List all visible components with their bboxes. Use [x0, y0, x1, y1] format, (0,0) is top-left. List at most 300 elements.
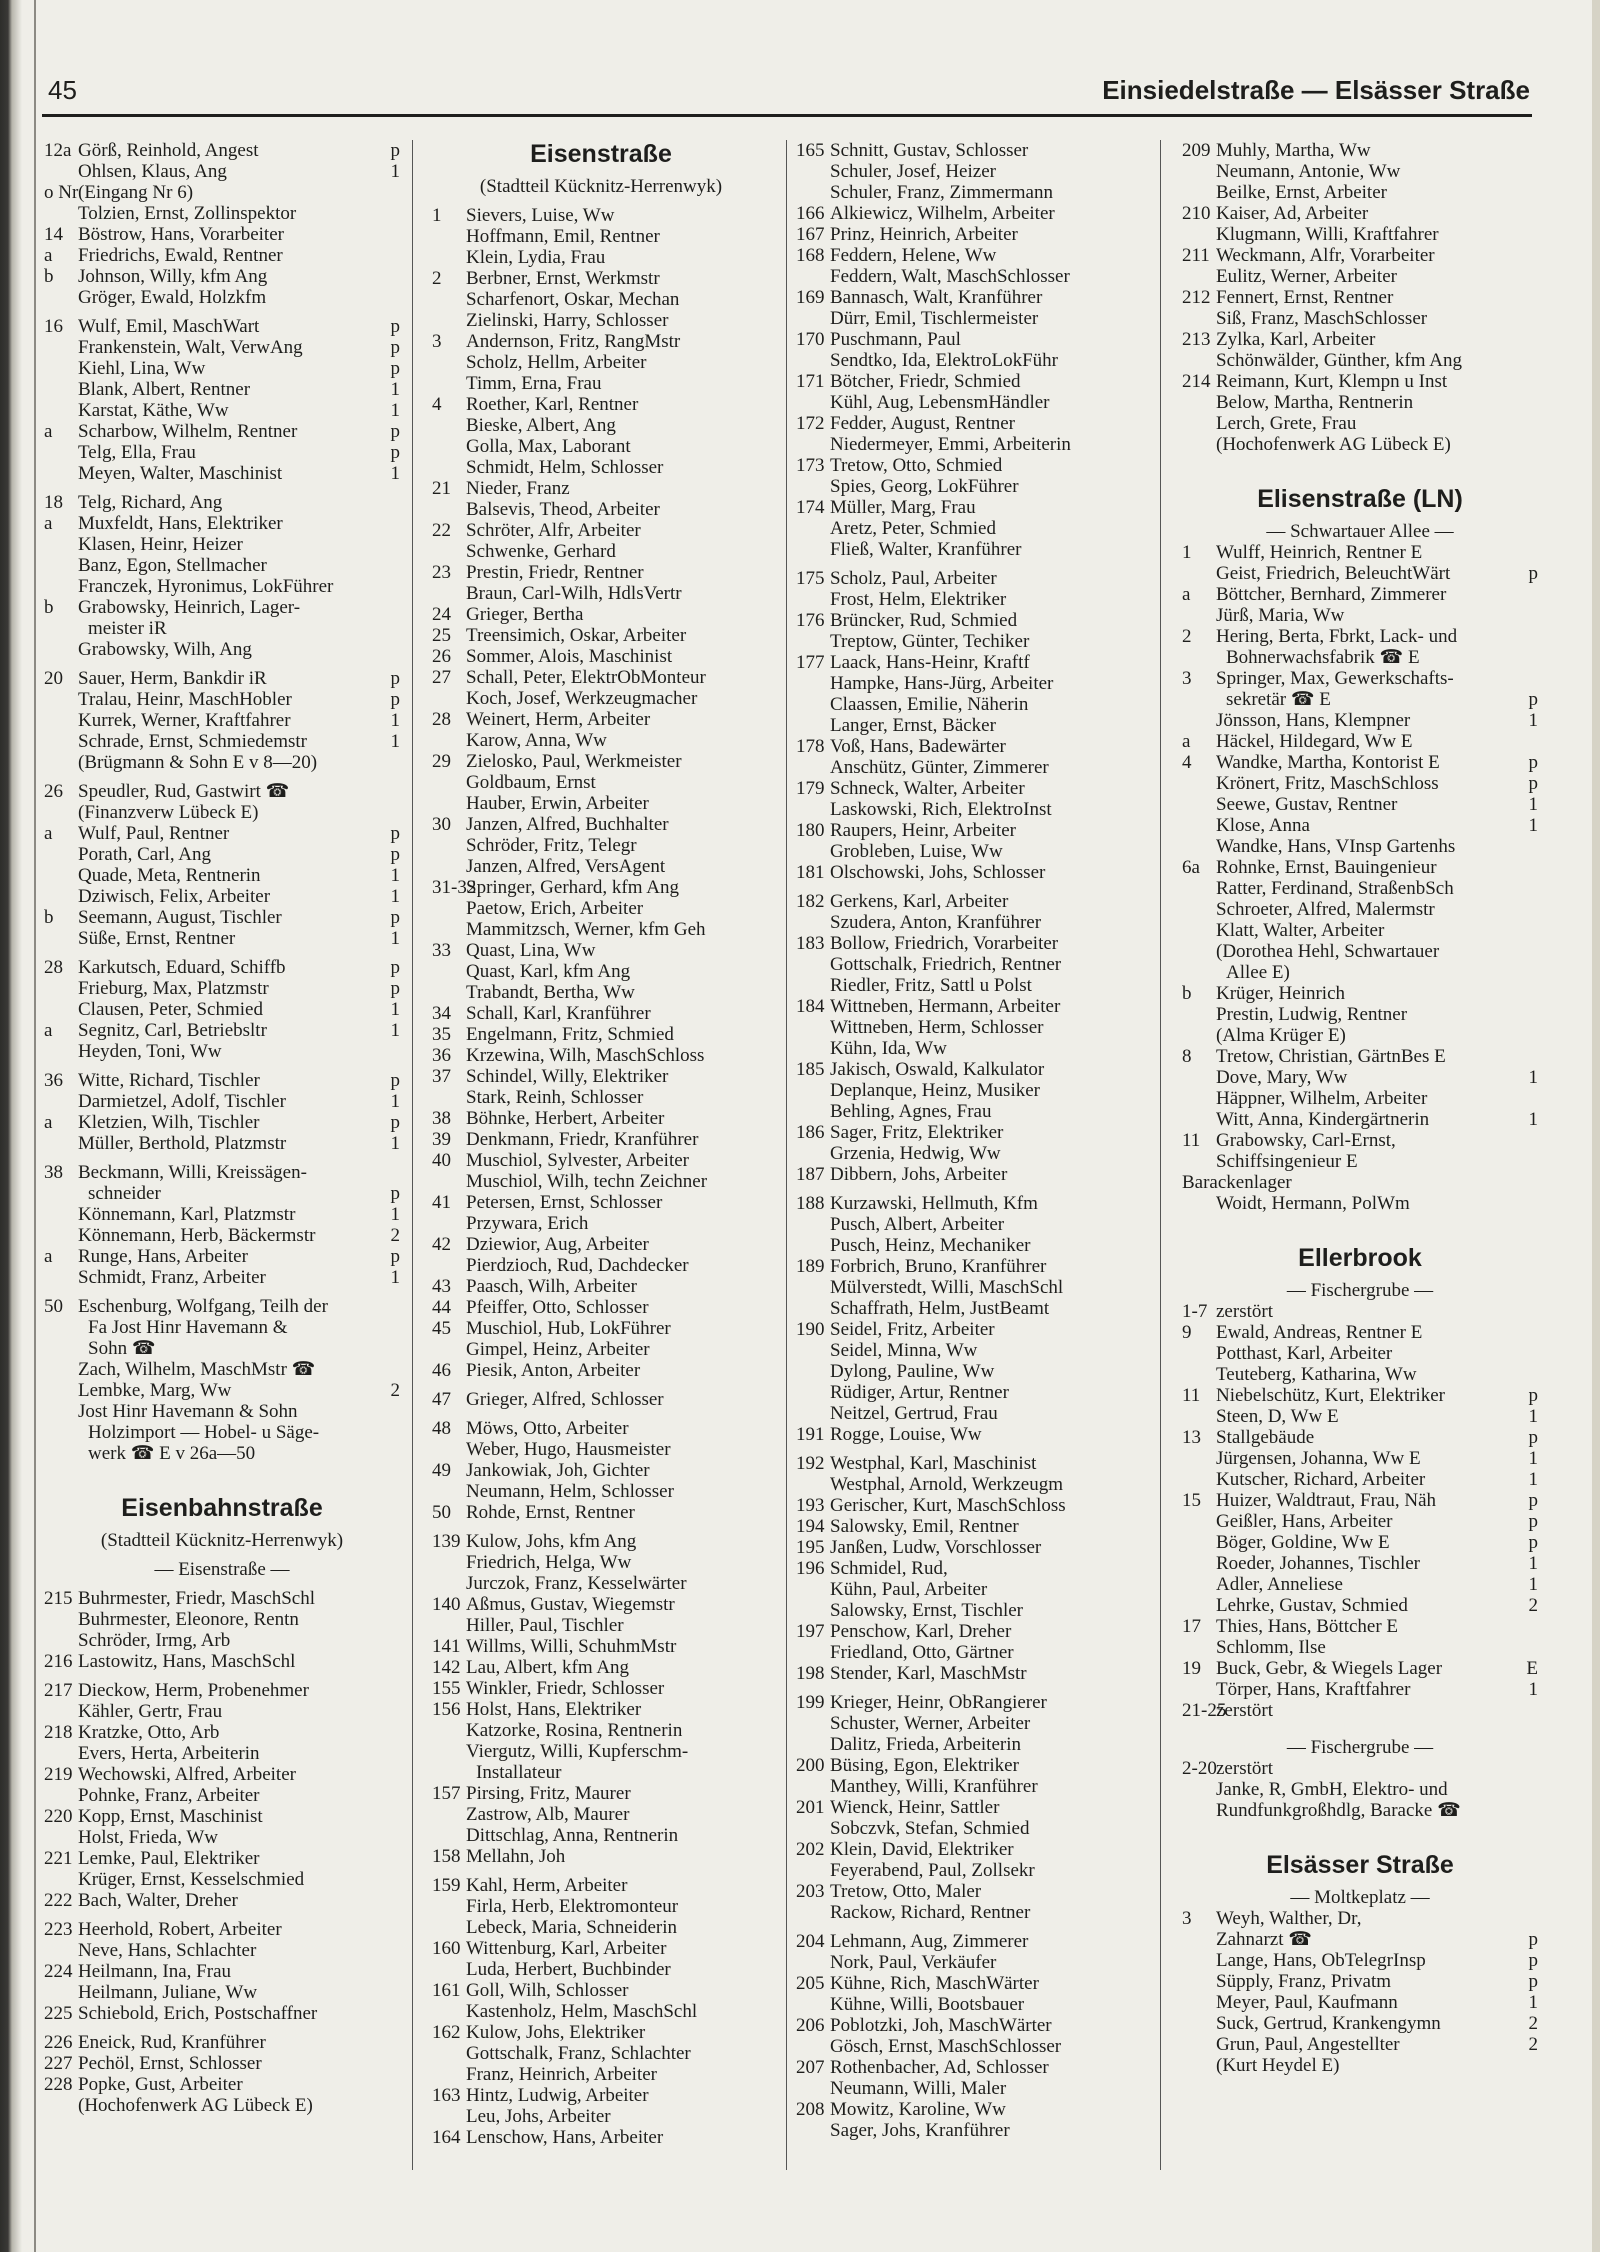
house-number: 215: [44, 1588, 73, 1609]
resident-entry: [44, 1133, 400, 1154]
resident-text: Nork, Paul, Verkäufer: [830, 1952, 997, 1973]
resident-text: Süße, Ernst, Rentner: [78, 928, 236, 949]
house-number: 1-7: [1182, 1301, 1208, 1322]
resident-entry: [432, 1439, 770, 1460]
resident-entry: [796, 933, 1138, 954]
house-number: 38: [432, 1108, 451, 1129]
floor-marker: p: [1528, 752, 1538, 773]
house-number: 173: [796, 455, 825, 476]
house-number: 28: [44, 957, 63, 978]
floor-marker: 1: [390, 731, 400, 752]
resident-text: Schmidt, Franz, Arbeiter: [78, 1267, 266, 1288]
resident-entry: [796, 1017, 1138, 1038]
resident-entry: [796, 736, 1138, 757]
resident-entry: [796, 778, 1138, 799]
resident-entry: [796, 1122, 1138, 1143]
resident-entry: [432, 730, 770, 751]
spacer: [432, 1381, 770, 1389]
resident-text: Kähler, Gertr, Frau: [78, 1701, 223, 1722]
house-number: 181: [796, 862, 825, 883]
resident-entry: [432, 1552, 770, 1573]
resident-text: Pusch, Heinz, Mechaniker: [830, 1235, 1031, 1256]
resident-text: Behling, Agnes, Frau: [830, 1101, 992, 1122]
house-number: 189: [796, 1256, 825, 1277]
resident-text: Koch, Josef, Werkzeugmacher: [466, 688, 698, 709]
house-number: 179: [796, 778, 825, 799]
resident-entry: [44, 1630, 400, 1651]
house-number: 39: [432, 1129, 451, 1150]
floor-marker: p: [390, 140, 400, 161]
resident-entry: [432, 1418, 770, 1439]
resident-text: Westphal, Karl, Maschinist: [830, 1453, 1037, 1474]
floor-marker: 1: [390, 463, 400, 484]
resident-entry: [1182, 413, 1538, 434]
resident-text: Gottschalk, Franz, Schlachter: [466, 2043, 691, 2064]
resident-text: Franczek, Hyronimus, LokFührer: [78, 576, 334, 597]
resident-text: Gerischer, Kurt, MaschSchloss: [830, 1495, 1066, 1516]
resident-entry: [432, 1636, 770, 1657]
resident-entry: [432, 2064, 770, 2085]
resident-text: Luda, Herbert, Buchbinder: [466, 1959, 671, 1980]
column-2: [432, 140, 770, 2170]
resident-text: Segnitz, Carl, Betriebsltr: [78, 1020, 267, 1041]
resident-entry: [44, 2032, 400, 2053]
resident-text: Neumann, Helm, Schlosser: [466, 1481, 674, 1502]
resident-text: Engelmann, Fritz, Schmied: [466, 1024, 674, 1045]
floor-marker: 1: [1528, 1448, 1538, 1469]
column-3: [796, 140, 1138, 2170]
resident-text: Hoffmann, Emil, Rentner: [466, 226, 660, 247]
house-number: 174: [796, 497, 825, 518]
resident-text: Schrade, Ernst, Schmiedemstr: [78, 731, 308, 752]
resident-text: Zielinski, Harry, Schlosser: [466, 310, 669, 331]
resident-entry: [44, 823, 400, 844]
house-number: 197: [796, 1621, 825, 1642]
resident-text: Grieger, Alfred, Schlosser: [466, 1389, 664, 1410]
resident-text: Salowsky, Ernst, Tischler: [830, 1600, 1024, 1621]
resident-text: Schröder, Fritz, Telegr: [466, 835, 637, 856]
resident-entry: [432, 1389, 770, 1410]
resident-text: Teuteberg, Katharina, Ww: [1216, 1364, 1417, 1385]
resident-text: Zach, Wilhelm, MaschMstr ☎: [78, 1359, 316, 1380]
resident-text: Krüger, Ernst, Kesselschmied: [78, 1869, 305, 1890]
resident-entry: [796, 308, 1138, 329]
spacer: [44, 1154, 400, 1162]
resident-text: Dalitz, Frieda, Arbeiterin: [830, 1734, 1021, 1755]
resident-text: Prinz, Heinrich, Arbeiter: [830, 224, 1018, 245]
house-number: 35: [432, 1024, 451, 1045]
resident-entry: [44, 1422, 400, 1443]
house-number: 2-20: [1182, 1758, 1217, 1779]
house-number: 200: [796, 1755, 825, 1776]
resident-text: Gimpel, Heinz, Arbeiter: [466, 1339, 650, 1360]
resident-text: Quade, Meta, Rentnerin: [78, 865, 261, 886]
resident-text: Janke, R, GmbH, Elektro- und: [1216, 1779, 1448, 1800]
house-number: 140: [432, 1594, 461, 1615]
spacer: [44, 1911, 400, 1919]
resident-text: Johnson, Willy, kfm Ang: [78, 266, 268, 287]
resident-text: Rothenbacher, Ad, Schlosser: [830, 2057, 1049, 2078]
resident-text: Springer, Max, Gewerkschafts-: [1216, 668, 1454, 689]
resident-text: Braun, Carl-Wilh, HdlsVertr: [466, 583, 682, 604]
resident-text: Claassen, Emilie, Näherin: [830, 694, 1029, 715]
house-number: 202: [796, 1839, 825, 1860]
resident-text: Mellahn, Joh: [466, 1846, 566, 1867]
resident-text: Lange, Hans, ObTelegrInsp: [1216, 1950, 1426, 1971]
resident-text: Geißler, Hans, Arbeiter: [1216, 1511, 1393, 1532]
floor-marker: p: [390, 316, 400, 337]
resident-entry: [1182, 1574, 1538, 1595]
resident-text: Darmietzel, Adolf, Tischler: [78, 1091, 286, 1112]
house-number: 161: [432, 1980, 461, 2001]
resident-entry: [432, 1594, 770, 1615]
resident-text: Ewald, Andreas, Rentner E: [1216, 1322, 1423, 1343]
resident-entry: [432, 1531, 770, 1552]
resident-entry: [1182, 1151, 1538, 1172]
resident-entry: [1182, 1469, 1538, 1490]
resident-entry: [1182, 1130, 1538, 1151]
resident-text: Scholz, Paul, Arbeiter: [830, 568, 997, 589]
resident-text: Böstrow, Hans, Vorarbeiter: [78, 224, 284, 245]
resident-text: Schiffsingenieur E: [1216, 1151, 1358, 1172]
resident-entry: [432, 709, 770, 730]
resident-text: Weinert, Herm, Arbeiter: [466, 709, 651, 730]
spacer: [1182, 455, 1538, 463]
resident-entry: [796, 1537, 1138, 1558]
resident-entry: [1182, 1553, 1538, 1574]
resident-entry: [44, 224, 400, 245]
resident-text: Viergutz, Willi, Kupferschm-: [466, 1741, 689, 1762]
resident-entry: [432, 667, 770, 688]
resident-text: Quast, Lina, Ww: [466, 940, 596, 961]
spacer: [44, 484, 400, 492]
resident-text: Neumann, Willi, Maler: [830, 2078, 1007, 2099]
resident-entry: [44, 1162, 400, 1183]
resident-entry: [796, 912, 1138, 933]
resident-text: Hintz, Ludwig, Arbeiter: [466, 2085, 649, 2106]
resident-entry: [1182, 1193, 1538, 1214]
resident-text: schneider: [88, 1183, 161, 1204]
house-number: a: [44, 513, 53, 534]
resident-text: Pirsing, Fritz, Maurer: [466, 1783, 631, 1804]
resident-entry: [796, 2078, 1138, 2099]
resident-entry: [1182, 584, 1538, 605]
resident-text: Neumann, Antonie, Ww: [1216, 161, 1401, 182]
resident-entry: [432, 1804, 770, 1825]
resident-text: Wittneben, Hermann, Arbeiter: [830, 996, 1061, 1017]
resident-entry: [796, 891, 1138, 912]
house-number: 227: [44, 2053, 73, 2074]
house-number: 40: [432, 1150, 451, 1171]
resident-text: Grzenia, Hedwig, Ww: [830, 1143, 1001, 1164]
house-number: 216: [44, 1651, 73, 1672]
section-note: [1182, 521, 1538, 542]
resident-text: Grun, Paul, Angestellter: [1216, 2034, 1400, 2055]
resident-text: Goldbaum, Ernst: [466, 772, 596, 793]
resident-text: Seewe, Gustav, Rentner: [1216, 794, 1398, 815]
resident-entry: [44, 421, 400, 442]
spacer: [432, 1410, 770, 1418]
resident-text: Westphal, Arnold, Werkzeugm: [830, 1474, 1063, 1495]
resident-entry: [796, 1256, 1138, 1277]
resident-entry: [44, 781, 400, 802]
resident-text: Gösch, Ernst, MaschSchlosser: [830, 2036, 1062, 2057]
resident-entry: [796, 589, 1138, 610]
spacer: [796, 1684, 1138, 1692]
note-text: — Schwartauer Allee —: [1266, 521, 1454, 542]
resident-text: Kühn, Paul, Arbeiter: [830, 1579, 988, 1600]
resident-text: Anschütz, Günter, Zimmerer: [830, 757, 1049, 778]
floor-marker: p: [1528, 1950, 1538, 1971]
resident-text: Wandke, Martha, Kontorist E: [1216, 752, 1440, 773]
resident-entry: [796, 1361, 1138, 1382]
resident-entry: [796, 1839, 1138, 1860]
resident-entry: [796, 652, 1138, 673]
house-number: 221: [44, 1848, 73, 1869]
house-number: 42: [432, 1234, 451, 1255]
house-number: 169: [796, 287, 825, 308]
house-number: 210: [1182, 203, 1211, 224]
resident-text: Böger, Goldine, Ww E: [1216, 1532, 1390, 1553]
floor-marker: 1: [1528, 1067, 1538, 1088]
floor-marker: p: [390, 844, 400, 865]
resident-text: Heilmann, Ina, Frau: [78, 1961, 232, 1982]
resident-entry: [796, 413, 1138, 434]
house-number: o Nr: [44, 182, 79, 203]
resident-entry: [432, 1108, 770, 1129]
house-number: 175: [796, 568, 825, 589]
resident-entry: [796, 1881, 1138, 1902]
resident-text: Andernson, Fritz, RangMstr: [466, 331, 681, 352]
resident-entry: [44, 2074, 400, 2095]
resident-text: Jankowiak, Joh, Gichter: [466, 1460, 650, 1481]
house-number: 2: [432, 268, 442, 289]
resident-text: Görß, Reinhold, Angest: [78, 140, 259, 161]
resident-text: Bötcher, Friedr, Schmied: [830, 371, 1021, 392]
floor-marker: p: [390, 337, 400, 358]
resident-text: Dieckow, Herm, Probenehmer: [78, 1680, 309, 1701]
resident-entry: [44, 1267, 400, 1288]
resident-entry: [432, 478, 770, 499]
resident-entry: [1182, 1511, 1538, 1532]
resident-entry: [432, 268, 770, 289]
house-number: b: [44, 907, 54, 928]
street-heading: Ellerbrook: [1298, 1244, 1422, 1272]
resident-entry: [432, 1678, 770, 1699]
resident-entry: [432, 541, 770, 562]
resident-entry: [796, 694, 1138, 715]
house-number: 49: [432, 1460, 451, 1481]
resident-text: Kletzien, Wilh, Tischler: [78, 1112, 260, 1133]
resident-entry: [1182, 920, 1538, 941]
resident-entry: [432, 1360, 770, 1381]
resident-text: Alkiewicz, Wilhelm, Arbeiter: [830, 203, 1055, 224]
house-number: 184: [796, 996, 825, 1017]
resident-text: Janzen, Alfred, VersAgent: [466, 856, 666, 877]
resident-entry: [796, 1453, 1138, 1474]
floor-marker: 1: [1528, 815, 1538, 836]
resident-entry: [432, 625, 770, 646]
resident-text: Heyden, Toni, Ww: [78, 1041, 222, 1062]
resident-entry: [796, 1059, 1138, 1080]
resident-text: Laskowski, Rich, ElektroInst: [830, 799, 1052, 820]
resident-entry: [432, 2022, 770, 2043]
resident-text: Meyer, Paul, Kaufmann: [1216, 1992, 1398, 2013]
resident-entry: [432, 1255, 770, 1276]
resident-text: Klatt, Walter, Arbeiter: [1216, 920, 1385, 941]
house-number: 22: [432, 520, 451, 541]
resident-entry: [796, 1973, 1138, 1994]
resident-entry: [432, 205, 770, 226]
resident-text: Seidel, Minna, Ww: [830, 1340, 978, 1361]
resident-entry: [1182, 668, 1538, 689]
resident-entry: [432, 1917, 770, 1938]
house-number: 21-25: [1182, 1700, 1227, 1721]
floor-marker: 2: [390, 1225, 400, 1246]
resident-text: Sobczvk, Stefan, Schmied: [830, 1818, 1030, 1839]
house-number: 155: [432, 1678, 461, 1699]
resident-text: Rackow, Richard, Rentner: [830, 1902, 1031, 1923]
resident-entry: [1182, 1067, 1538, 1088]
resident-entry: [432, 1276, 770, 1297]
section-note: [1182, 1887, 1538, 1908]
resident-entry: [796, 757, 1138, 778]
resident-entry: [796, 1474, 1138, 1495]
resident-text: Paetow, Erich, Arbeiter: [466, 898, 644, 919]
resident-text: Feyerabend, Paul, Zollsekr: [830, 1860, 1035, 1881]
resident-entry: [44, 668, 400, 689]
resident-text: Banz, Egon, Stellmacher: [78, 555, 267, 576]
resident-text: zerstört: [1216, 1301, 1273, 1322]
resident-entry: [796, 350, 1138, 371]
resident-entry: [1182, 962, 1538, 983]
resident-text: Neitzel, Gertrud, Frau: [830, 1403, 998, 1424]
spacer: [432, 1867, 770, 1875]
house-number: 3: [1182, 668, 1192, 689]
resident-text: Schuler, Franz, Zimmermann: [830, 182, 1053, 203]
resident-entry: [796, 371, 1138, 392]
resident-text: Clausen, Peter, Schmied: [78, 999, 263, 1020]
resident-text: Süpply, Franz, Privatm: [1216, 1971, 1392, 1992]
floor-marker: 1: [390, 1267, 400, 1288]
resident-text: Scharfenort, Oskar, Mechan: [466, 289, 680, 310]
resident-entry: [432, 2106, 770, 2127]
resident-entry: [796, 1038, 1138, 1059]
house-number: 218: [44, 1722, 73, 1743]
resident-text: Schindel, Willy, Elektriker: [466, 1066, 669, 1087]
resident-entry: [796, 1776, 1138, 1797]
resident-entry: [432, 415, 770, 436]
resident-text: Grabowsky, Heinrich, Lager-: [78, 597, 301, 618]
house-number: 220: [44, 1806, 73, 1827]
resident-entry: [432, 1615, 770, 1636]
resident-entry: [432, 1213, 770, 1234]
house-number: 211: [1182, 245, 1210, 266]
floor-marker: p: [390, 1183, 400, 1204]
house-number: a: [44, 823, 53, 844]
resident-entry: [44, 1246, 400, 1267]
house-number: 12a: [44, 140, 72, 161]
resident-text: Winkler, Friedr, Schlosser: [466, 1678, 665, 1699]
resident-text: Sommer, Alois, Maschinist: [466, 646, 673, 667]
resident-entry: [44, 203, 400, 224]
resident-entry: [432, 1171, 770, 1192]
resident-entry: [796, 1797, 1138, 1818]
resident-text: Brüncker, Rud, Schmied: [830, 610, 1018, 631]
resident-text: Neve, Hans, Schlachter: [78, 1940, 257, 1961]
resident-entry: [1182, 1595, 1538, 1616]
resident-entry: [432, 1783, 770, 1804]
resident-text: Feddern, Walt, MaschSchlosser: [830, 266, 1070, 287]
resident-text: Manthey, Willi, Kranführer: [830, 1776, 1038, 1797]
resident-entry: [796, 1734, 1138, 1755]
resident-entry: [1182, 350, 1538, 371]
spacer: [1182, 1821, 1538, 1829]
resident-entry: [44, 266, 400, 287]
floor-marker: p: [1528, 1971, 1538, 1992]
resident-text: Mülverstedt, Willi, MaschSchl: [830, 1277, 1064, 1298]
resident-text: Kühl, Aug, LebensmHändler: [830, 392, 1050, 413]
house-number: 15: [1182, 1490, 1201, 1511]
resident-entry: [1182, 1679, 1538, 1700]
resident-entry: [796, 287, 1138, 308]
resident-entry: [44, 1225, 400, 1246]
resident-entry: [432, 898, 770, 919]
resident-text: Schuster, Werner, Arbeiter: [830, 1713, 1031, 1734]
resident-text: Hauber, Erwin, Arbeiter: [466, 793, 649, 814]
house-number: a: [1182, 731, 1191, 752]
resident-entry: [432, 940, 770, 961]
section-note: [432, 176, 770, 197]
resident-text: Lembke, Marg, Ww: [78, 1380, 232, 1401]
resident-entry: [432, 1150, 770, 1171]
resident-text: sekretär ☎ E: [1226, 689, 1331, 710]
house-number: 3: [1182, 1908, 1192, 1929]
floor-marker: 1: [390, 1020, 400, 1041]
resident-text: Hampke, Hans-Jürg, Arbeiter: [830, 673, 1054, 694]
resident-text: Seidel, Fritz, Arbeiter: [830, 1319, 995, 1340]
floor-marker: p: [390, 689, 400, 710]
resident-entry: [44, 1380, 400, 1401]
house-number: 228: [44, 2074, 73, 2095]
resident-text: Penschow, Karl, Dreher: [830, 1621, 1012, 1642]
resident-text: Buhrmester, Eleonore, Rentn: [78, 1609, 299, 1630]
note-text: (Stadtteil Kücknitz-Herrenwyk): [100, 1530, 344, 1551]
resident-entry: [432, 1720, 770, 1741]
resident-entry: [796, 568, 1138, 589]
resident-text: Franz, Heinrich, Arbeiter: [466, 2064, 657, 2085]
house-number: 222: [44, 1890, 73, 1911]
resident-text: Zastrow, Alb, Maurer: [466, 1804, 630, 1825]
floor-marker: 2: [390, 1380, 400, 1401]
resident-entry: [1182, 878, 1538, 899]
resident-entry: [1182, 392, 1538, 413]
house-number: 31-32: [432, 877, 477, 898]
resident-text: Suck, Gertrud, Krankengymn: [1216, 2013, 1441, 2034]
resident-text: Prestin, Ludwig, Rentner: [1216, 1004, 1408, 1025]
resident-entry: [1182, 605, 1538, 626]
resident-text: Jakisch, Oswald, Kalkulator: [830, 1059, 1045, 1080]
resident-entry: [796, 1931, 1138, 1952]
spacer: [44, 308, 400, 316]
resident-entry: [796, 1516, 1138, 1537]
house-number: 18: [44, 492, 63, 513]
resident-entry: [44, 710, 400, 731]
house-number: 207: [796, 2057, 825, 2078]
resident-text: Leu, Johs, Arbeiter: [466, 2106, 611, 2127]
resident-entry: [796, 518, 1138, 539]
column-divider: [1160, 140, 1161, 2170]
